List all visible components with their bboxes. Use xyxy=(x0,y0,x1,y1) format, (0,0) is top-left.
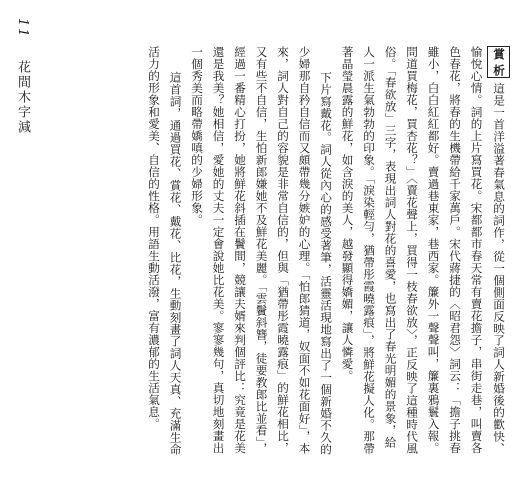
running-header xyxy=(14,18,54,458)
paragraph-2 xyxy=(186,46,337,456)
paragraph-1-text: 這是一首洋溢著春氣息的詞作，從一個側面反映了詞人新婚後的歡快、愉悅心情。詞的上片寫買花。宋都都市春天常有賣花擔子，串街走巷，叫賣各色春花，將春的生機帶給千家萬戶。宋代蔣捷的〈昭君怨〉詞云：「擔子挑春雖小，白白紅紅都好。賣過巷東家，巷西家。簾外一聲聲叫，簾裏鴉鬟入報。問道買梅花，買杏花？」〈賣花聲上，買得一枝春欲放〉，正反映了這種時代風俗。「春欲放」三字，表現出詞人對花的喜愛，也寫出了春光明媚的景象，給人一派生氣勃勃的印象。「淚染輕勻，猶帶彤霞曉露痕」，將鮮花擬人化。那帶著晶瑩晨露的鮮花，如含淚的美人，越發顯得嬌媚，讓人憐愛。 xyxy=(340,46,506,455)
paragraph-3-text: 這首詞，通過買花、賞花、戴花、比花，生動刻畫了詞人天真、充滿生命活力的形象和愛美、自信的性格。用語生動活潑，富有濃郁的生活氣息。 xyxy=(147,46,183,456)
commentary-text xyxy=(143,46,511,456)
page-number: 11 xyxy=(15,18,30,39)
paragraph-3 xyxy=(143,46,186,456)
section-badge: 賞 析 xyxy=(487,46,511,78)
paragraph-1 xyxy=(336,46,510,456)
header-text xyxy=(14,18,30,135)
running-title: 花間木字減 xyxy=(15,59,30,135)
paragraph-2-text: 下片寫戴花。詞人從內心的感受著筆，活靈活現地寫出了一個新婚不久的少婦那自矜自信而又頗帶幾分嫉妒的心理。「怕郎猜道，奴面不如花面好」，本來，詞人對自己的容貌是非常自信的，但與「猶帶彤霞曉露痕」的鮮花相比，又有些不自信，生怕新郎嫌她不及鮮花美麗。「雲鬢斜簪，徒要教郎比並看」，經過一番精心打扮，她將鮮花斜插在鬢間，競讓夫婿來判個評比：究竟是花美還是我美？她相信，愛她的丈夫一定會說她比花美。寥寥幾句，真切地刻畫出一個秀美而略帶嬌嗔的少婦形象。 xyxy=(190,46,333,456)
commentary-section xyxy=(70,46,510,456)
